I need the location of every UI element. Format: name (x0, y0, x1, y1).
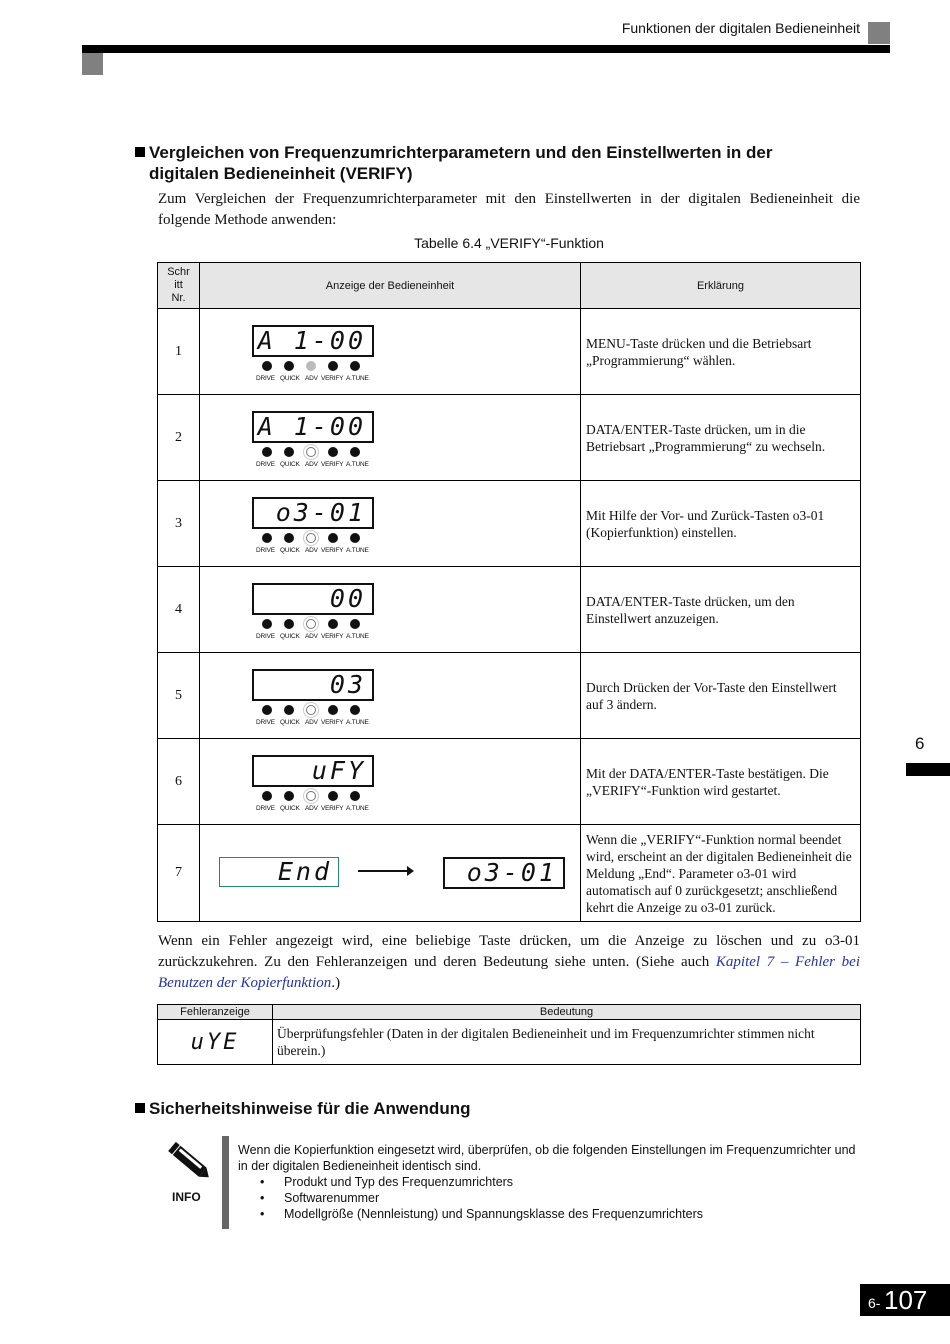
table-row (158, 653, 861, 739)
lcd-screen (252, 755, 374, 787)
led-indicator-icon (350, 447, 360, 457)
led-indicator-icon (284, 361, 294, 371)
operator-display (200, 395, 581, 481)
lcd-readout: A 1-00 (257, 325, 366, 355)
step-number: 4 (158, 567, 200, 653)
table-row (158, 395, 861, 481)
led-label: DRIVE (256, 804, 275, 812)
lcd-screen (252, 411, 374, 443)
header-rule (82, 45, 890, 53)
error-header-meaning: Bedeutung (273, 1005, 861, 1020)
step-explanation: Mit Hilfe der Vor- und Zurück-Tasten o3-01 (Kopierfunktion) einstellen. (581, 481, 861, 567)
led-label: A.TUNE (346, 460, 369, 468)
chapter-tab-number: 6 (915, 734, 925, 753)
heading-bullet (135, 147, 145, 157)
led-label: QUICK (280, 546, 300, 554)
led-label: A.TUNE (346, 374, 369, 382)
lcd-readout: 03 (329, 669, 366, 699)
led-indicator-icon (262, 533, 272, 543)
led-row (262, 533, 372, 545)
list-item: • Modellgröße (Nennleistung) und Spannungsklasse des Frequenzumrichters (238, 1206, 858, 1222)
error-header-code: Fehleranzeige (158, 1005, 273, 1020)
step-explanation: DATA/ENTER-Taste drücken, um in die Betriebsart „Programmierung“ zu wechseln. (581, 395, 861, 481)
info-list (238, 1174, 858, 1222)
led-indicator-icon (350, 705, 360, 715)
lcd-screen (443, 857, 565, 889)
error-meaning: Überprüfungsfehler (Daten in der digitalen Bedieneinheit und im Frequenzumrichter stimmen nicht überein.) (273, 1020, 861, 1065)
led-indicator-icon (328, 705, 338, 715)
led-indicator-icon (306, 447, 316, 457)
led-label: ADV (305, 460, 318, 468)
led-indicator-icon (306, 791, 316, 801)
led-label: DRIVE (256, 632, 275, 640)
led-indicator-icon (350, 619, 360, 629)
led-indicator-icon (306, 619, 316, 629)
operator-display (200, 653, 581, 739)
operator-display (200, 481, 581, 567)
led-indicator-icon (262, 705, 272, 715)
display-panel (252, 489, 412, 559)
header-display: Anzeige der Bedieneinheit (200, 263, 581, 309)
led-label: DRIVE (256, 460, 275, 468)
led-label: QUICK (280, 804, 300, 812)
chapter-tab-bar (906, 763, 950, 776)
step-number: 2 (158, 395, 200, 481)
lcd-readout: uFY (311, 755, 366, 785)
led-indicator-icon (328, 361, 338, 371)
lcd-screen (252, 325, 374, 357)
operator-display (200, 309, 581, 395)
error-code: uYE (158, 1020, 273, 1065)
operator-display (200, 825, 581, 922)
led-indicator-icon (350, 791, 360, 801)
lcd-readout: o3-01 (466, 858, 557, 887)
section-heading-safety: Sicherheitshinweise für die Anwendung (135, 1098, 855, 1119)
led-indicator-icon (350, 533, 360, 543)
operator-display (200, 739, 581, 825)
lcd-screen (252, 583, 374, 615)
led-label: VERIFY (321, 460, 344, 468)
section-heading-verify: Vergleichen von Frequenzumrichterparametern und den Einstellwerten in der digitalen Bedieneinheit (VERIFY) (135, 142, 855, 184)
led-indicator-icon (284, 533, 294, 543)
led-label: DRIVE (256, 374, 275, 382)
step-number: 1 (158, 309, 200, 395)
led-indicator-icon (262, 791, 272, 801)
table-caption: Tabelle 6.4 „VERIFY“-Funktion (414, 235, 604, 251)
led-indicator-icon (262, 447, 272, 457)
led-label: VERIFY (321, 546, 344, 554)
list-item: • Produkt und Typ des Frequenzumrichters (238, 1174, 858, 1190)
lcd-screen (219, 857, 339, 887)
led-label: ADV (305, 374, 318, 382)
led-label: VERIFY (321, 632, 344, 640)
step-explanation: MENU-Taste drücken und die Betriebsart „Programmierung“ wählen. (581, 309, 861, 395)
led-label: VERIFY (321, 804, 344, 812)
led-indicator-icon (306, 705, 316, 715)
led-label: VERIFY (321, 374, 344, 382)
led-indicator-icon (328, 447, 338, 457)
lcd-readout: A 1-00 (257, 411, 366, 441)
verify-steps-table (157, 262, 861, 922)
step-explanation: Durch Drücken der Vor-Taste den Einstellwert auf 3 ändern. (581, 653, 861, 739)
error-paragraph: Wenn ein Fehler angezeigt wird, eine beliebige Taste drücken, um die Anzeige zu löschen und zu o3-01 zurückzukehren. Zu den Fehleranzeigen und deren Bedeutung siehe unten. (Siehe auch Kapitel 7 – Fehler bei Benutzen der Kopierfunktion.) (158, 933, 860, 991)
led-indicator-icon (306, 361, 316, 371)
led-label: ADV (305, 718, 318, 726)
table-row (158, 1020, 861, 1065)
display-panel (252, 747, 412, 817)
operator-display (200, 567, 581, 653)
lcd-readout: End (277, 857, 332, 886)
led-label: DRIVE (256, 718, 275, 726)
table-row (158, 481, 861, 567)
step-number: 3 (158, 481, 200, 567)
led-label: DRIVE (256, 546, 275, 554)
lcd-readout: o3-01 (275, 497, 366, 527)
led-row (262, 705, 372, 717)
info-text: Wenn die Kopierfunktion eingesetzt wird, überprüfen, ob die folgenden Einstellungen im Frequenzumrichter und in der digitalen Bedieneinheit identisch sind. • Produkt und Typ des Frequenzumrichters • Softwarenummer • Modellgröße (Nennleistung) und Spannungsklasse des Frequenzumrichters (238, 1142, 858, 1222)
lcd-readout: 00 (329, 583, 366, 613)
page-number: 6- 107 (860, 1284, 950, 1316)
led-indicator-icon (328, 619, 338, 629)
led-indicator-icon (284, 791, 294, 801)
led-indicator-icon (306, 533, 316, 543)
running-header: Funktionen der digitalen Bedieneinheit (621, 20, 860, 36)
led-label: ADV (305, 804, 318, 812)
header-step: Schr itt Nr. (158, 263, 200, 309)
led-label: ADV (305, 632, 318, 640)
led-row (262, 619, 372, 631)
step-explanation: Wenn die „VERIFY“-Funktion normal beendet wird, erscheint an der digitalen Bedieneinheit die Meldung „End“. Parameter o3-01 wird automatisch auf 0 zurückgesetzt; anschließend kehrt die Anzeige zu o3-01 zurück. (581, 825, 861, 922)
led-label: QUICK (280, 632, 300, 640)
heading-bullet (135, 1103, 145, 1113)
led-label: A.TUNE (346, 718, 369, 726)
header-explanation: Erklärung (581, 263, 861, 309)
step-number: 5 (158, 653, 200, 739)
table-row (158, 309, 861, 395)
display-panel (252, 575, 412, 645)
led-indicator-icon (350, 361, 360, 371)
list-item: • Softwarenummer (238, 1190, 858, 1206)
table-row (158, 825, 861, 922)
table-row (158, 739, 861, 825)
led-row (262, 791, 372, 803)
info-label: INFO (172, 1190, 201, 1204)
chapter-link[interactable]: Kapitel 7 – Fehler bei Benutzen der Kopierfunktion (158, 954, 860, 991)
step-number: 6 (158, 739, 200, 825)
intro-paragraph: Zum Vergleichen der Frequenzumrichterparameter mit den Einstellwerten in der digitalen Bedieneinheit die folgende Methode anwenden: (158, 191, 860, 228)
step-number: 7 (158, 825, 200, 922)
step-explanation: Mit der DATA/ENTER-Taste bestätigen. Die „VERIFY“-Funktion wird gestartet. (581, 739, 861, 825)
display-transition (200, 825, 580, 921)
led-indicator-icon (262, 619, 272, 629)
led-indicator-icon (328, 791, 338, 801)
led-indicator-icon (262, 361, 272, 371)
led-label: ADV (305, 546, 318, 554)
display-panel (252, 403, 412, 473)
led-label: QUICK (280, 374, 300, 382)
header-square (868, 22, 890, 44)
led-label: QUICK (280, 460, 300, 468)
lcd-screen (252, 669, 374, 701)
arrow-right-icon (358, 870, 408, 872)
led-label: A.TUNE (346, 804, 369, 812)
table-row (158, 567, 861, 653)
led-label: QUICK (280, 718, 300, 726)
display-panel (252, 661, 412, 731)
led-row (262, 447, 372, 459)
display-panel (252, 317, 412, 387)
led-label: VERIFY (321, 718, 344, 726)
led-label: A.TUNE (346, 632, 369, 640)
info-bar (222, 1136, 229, 1229)
led-indicator-icon (284, 619, 294, 629)
led-label: A.TUNE (346, 546, 369, 554)
led-indicator-icon (328, 533, 338, 543)
led-row (262, 361, 372, 373)
error-table (157, 1004, 861, 1065)
pencil-icon (164, 1140, 214, 1185)
lcd-screen (252, 497, 374, 529)
step-explanation: DATA/ENTER-Taste drücken, um den Einstellwert anzuzeigen. (581, 567, 861, 653)
led-indicator-icon (284, 705, 294, 715)
header-square-left (82, 53, 103, 75)
led-indicator-icon (284, 447, 294, 457)
